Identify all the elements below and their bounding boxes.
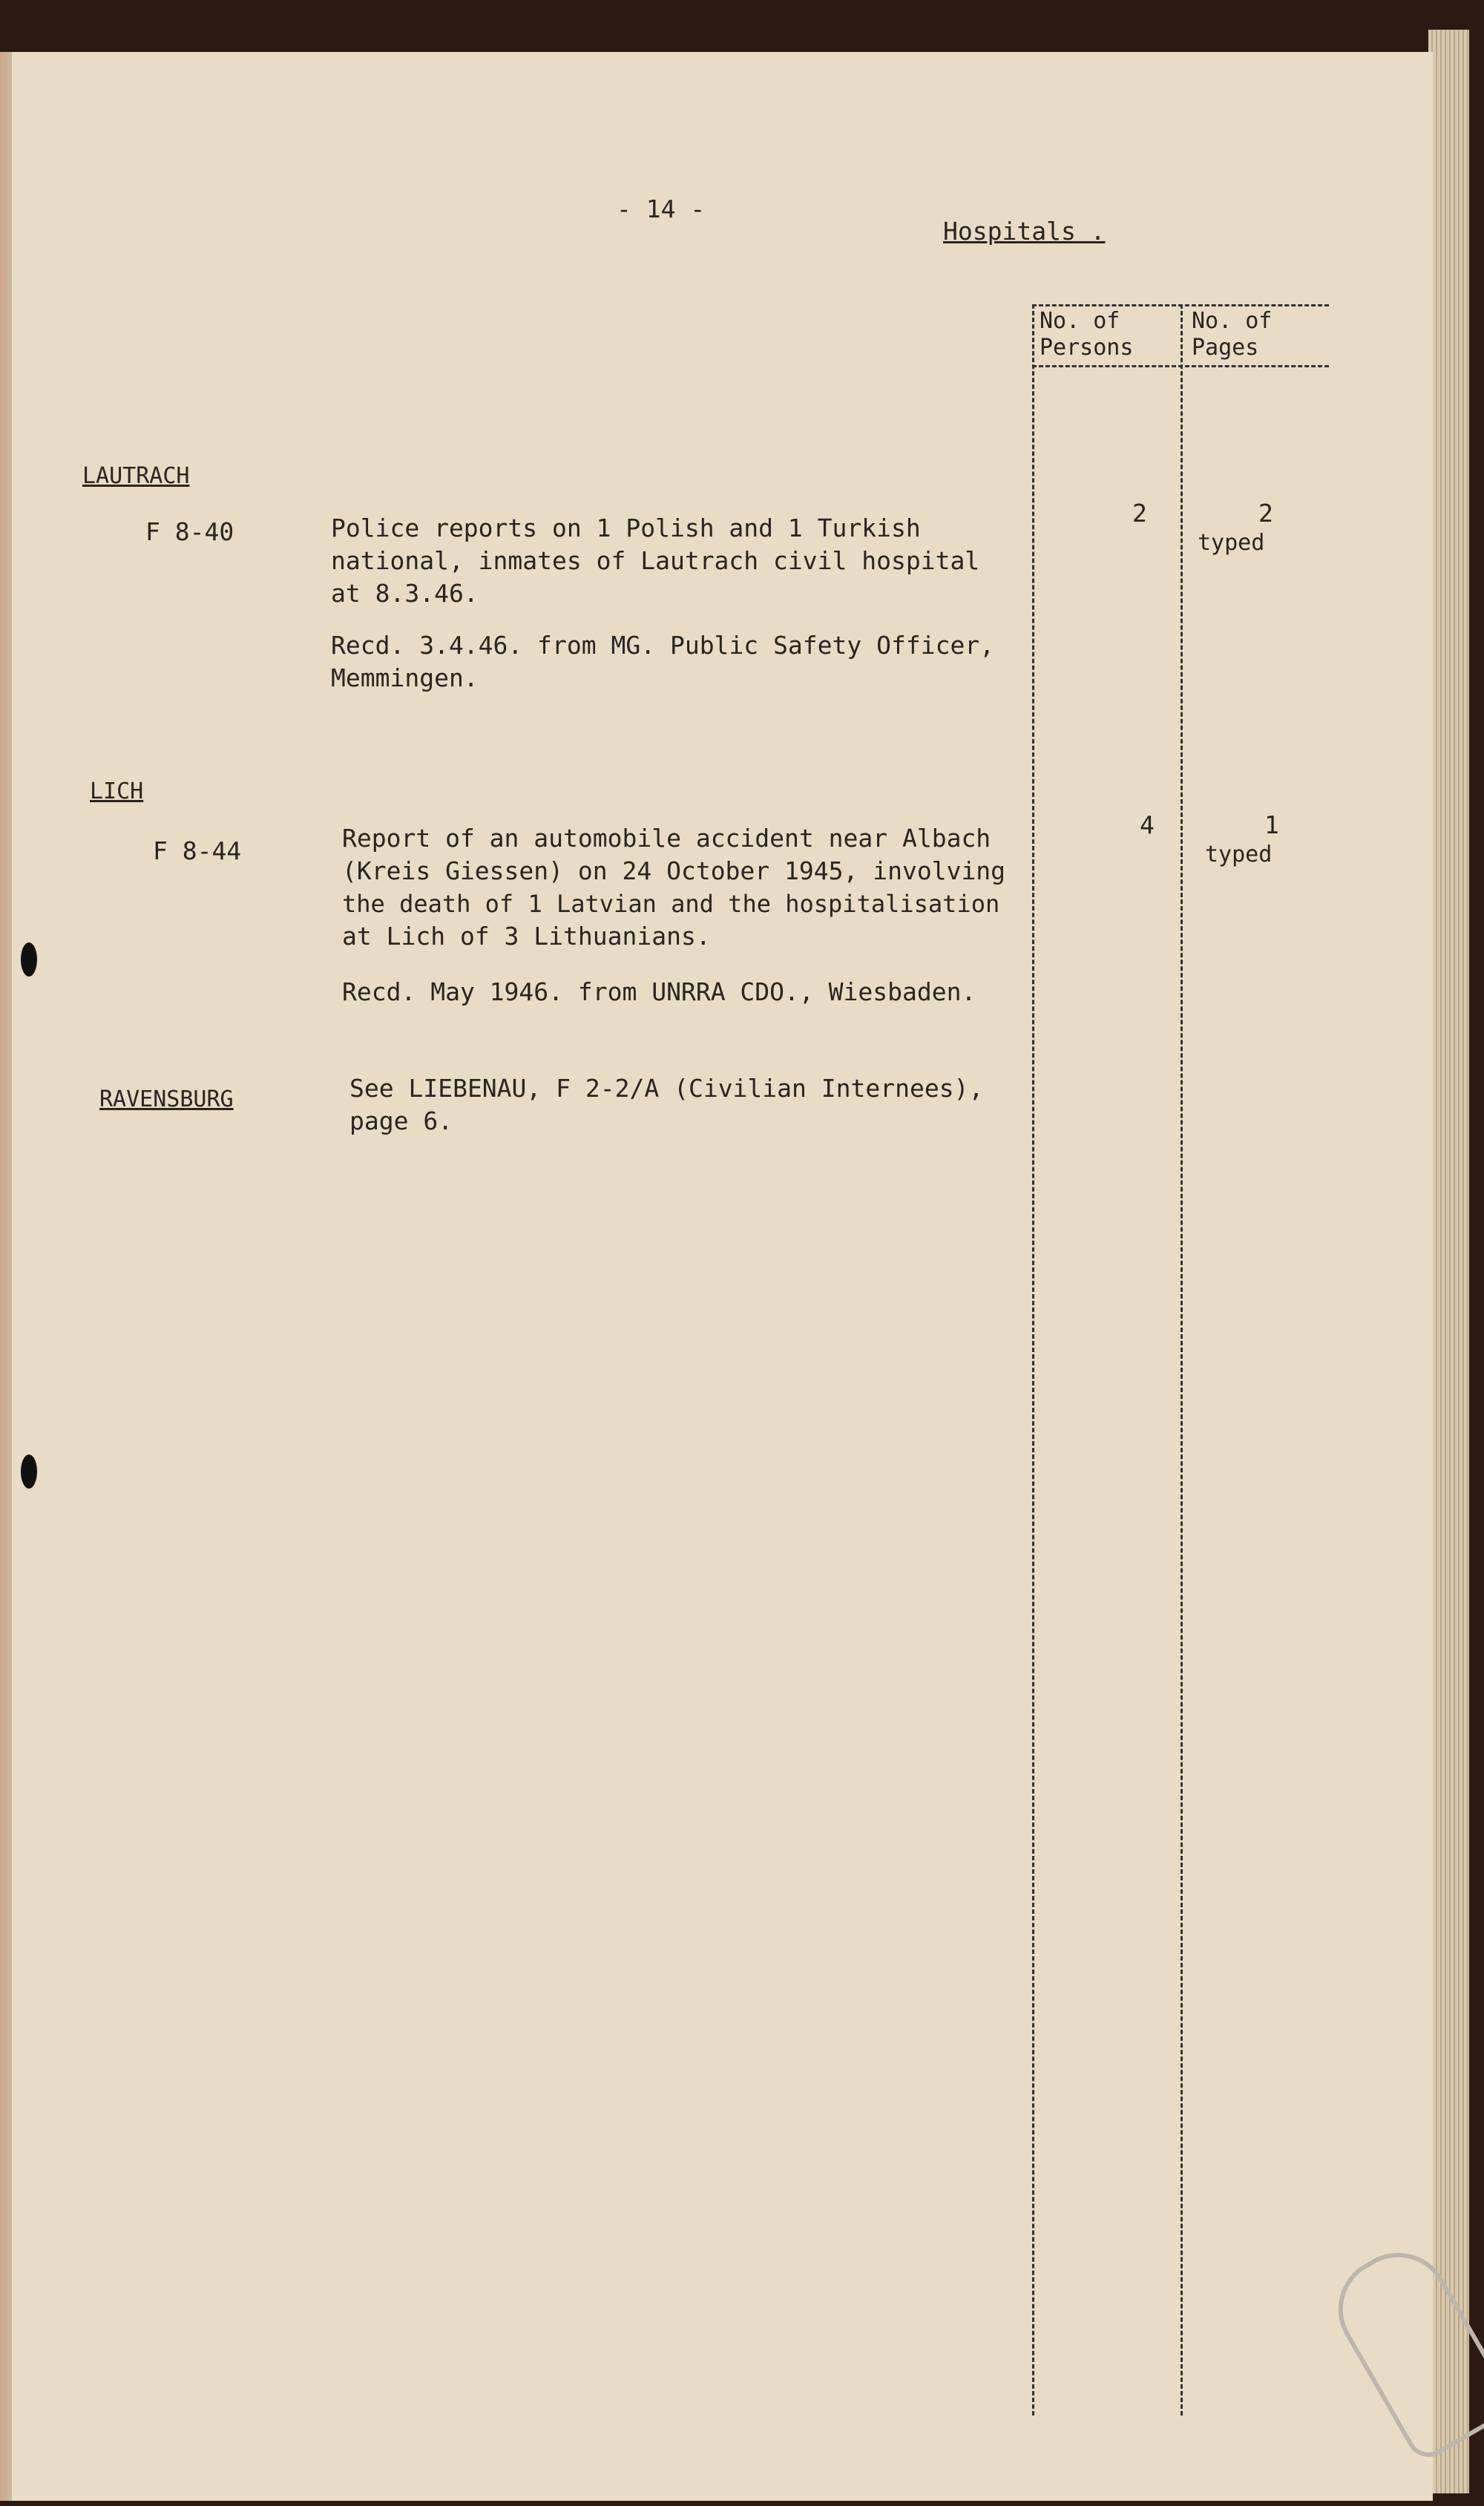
- entry-place: LAUTRACH: [82, 463, 190, 489]
- entry-description-line: the death of 1 Latvian and the hospitalisation: [342, 890, 1000, 918]
- entry-received-line: Recd. May 1946. from UNRRA CDO., Wiesbaden.: [342, 977, 976, 1006]
- section-title: Hospitals .: [943, 217, 1106, 246]
- punch-hole: [21, 942, 37, 977]
- punch-hole: [21, 1454, 37, 1489]
- entry-description-line: at 8.3.46.: [331, 579, 479, 608]
- persons-header-line1: No. of: [1040, 308, 1120, 334]
- entry-persons-count: 4: [1140, 810, 1155, 839]
- entry-received-line: Memmingen.: [331, 663, 479, 692]
- entry-description-line: Report of an automobile accident near Albach: [342, 824, 991, 853]
- document-page: [7, 52, 1433, 2501]
- entry-ref: F 8-40: [145, 517, 234, 546]
- pages-header-line2: Pages: [1192, 335, 1259, 361]
- persons-header-line2: Persons: [1040, 335, 1134, 361]
- entry-received-line: Recd. 3.4.46. from MG. Public Safety Officer,: [331, 631, 995, 660]
- entry-place: RAVENSBURG: [99, 1086, 234, 1112]
- entry-description-line: Police reports on 1 Polish and 1 Turkish: [331, 514, 921, 542]
- entry-description-line: (Kreis Giessen) on 24 October 1945, involving: [342, 856, 1006, 885]
- entry-persons-count: 2: [1132, 499, 1147, 528]
- entry-place: LICH: [90, 778, 144, 804]
- page-number: - 14 -: [617, 194, 706, 223]
- entry-description-line: See LIEBENAU, F 2-2/A (Civilian Internees),: [349, 1074, 984, 1103]
- entry-description-line: page 6.: [349, 1106, 453, 1135]
- column-divider-right: [1181, 304, 1183, 2415]
- entry-ref: F 8-44: [153, 836, 242, 865]
- entry-pages-count: 1: [1264, 810, 1279, 839]
- page-stack-edge: [1428, 30, 1469, 2493]
- entry-description-line: at Lich of 3 Lithuanians.: [342, 922, 711, 951]
- pages-header-line1: No. of: [1192, 308, 1273, 334]
- entry-pages-count: 2: [1258, 499, 1273, 528]
- entry-description-line: national, inmates of Lautrach civil hospital: [331, 546, 980, 575]
- column-divider-left: [1032, 304, 1034, 2415]
- entry-pages-type: typed: [1205, 842, 1273, 867]
- entry-pages-type: typed: [1198, 530, 1265, 556]
